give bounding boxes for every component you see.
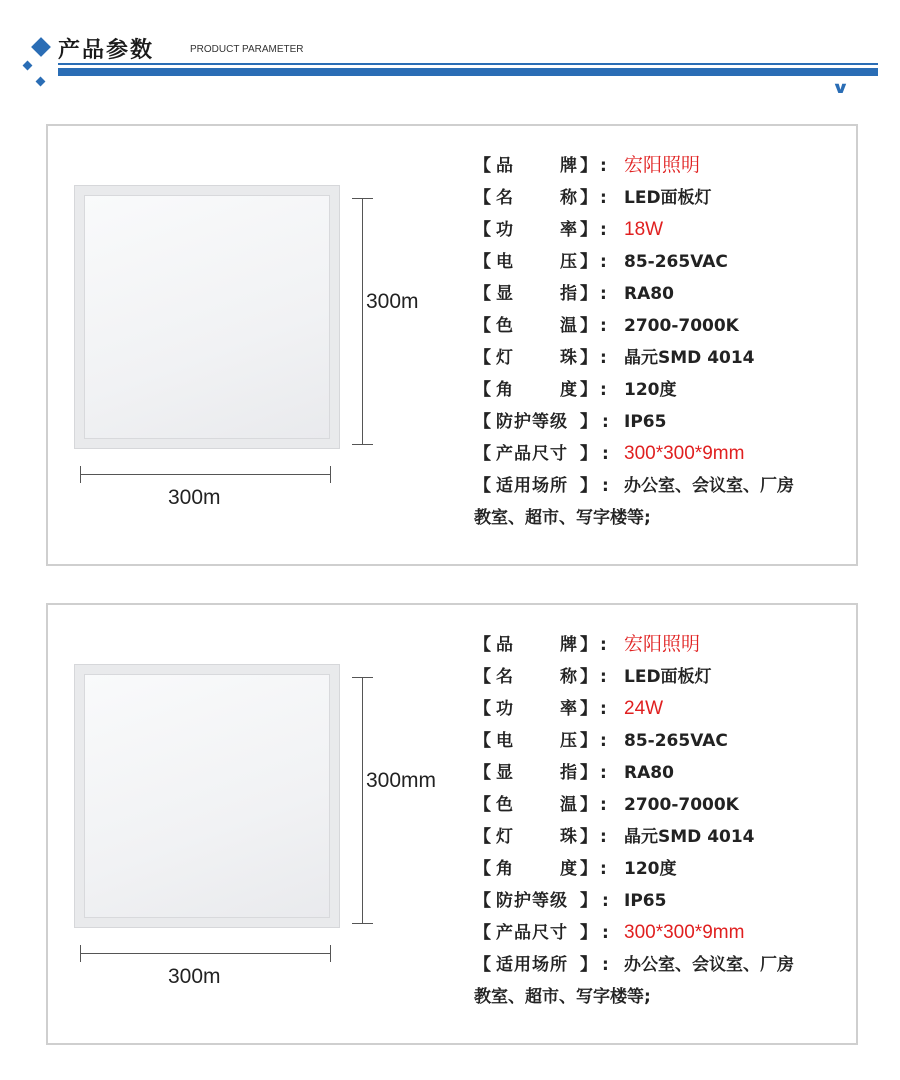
chevron-down-icon[interactable]: ∨ <box>831 78 850 97</box>
spec-value: 办公室、会议室、厂房 <box>624 476 794 496</box>
spec-cri: 【 显 指 】 : RA80 <box>474 757 854 789</box>
spec-value: 24W <box>624 698 664 719</box>
spec-usage-continued: 教室、超市、写字楼等; <box>474 508 651 528</box>
spec-value: 办公室、会议室、厂房 <box>624 955 794 975</box>
spec-angle: 【 角 度 】 : 120度 <box>474 374 854 406</box>
product-card-18w <box>46 124 858 566</box>
spec-value: 2700-7000K <box>624 795 739 815</box>
spec-value: 85-265VAC <box>624 252 728 272</box>
spec-value: 晶元SMD 4014 <box>624 348 755 368</box>
width-dimension-label: 300m <box>168 486 221 509</box>
spec-value: RA80 <box>624 763 674 783</box>
height-dimension-label: 300m <box>366 290 419 313</box>
spec-value: 晶元SMD 4014 <box>624 827 755 847</box>
height-dimension-label: 300mm <box>366 769 437 792</box>
spec-value: IP65 <box>624 412 667 432</box>
spec-ip: 【 防护等级 】 : IP65 <box>474 406 854 438</box>
spec-chip: 【 灯 珠 】 : 晶元SMD 4014 <box>474 821 854 853</box>
spec-usage-continued: 教室、超市、写字楼等; <box>474 987 651 1007</box>
spec-value: RA80 <box>624 284 674 304</box>
diamond-icon <box>36 77 46 87</box>
spec-list <box>474 150 854 534</box>
spec-usage: 【 适用场所 】 : 办公室、会议室、厂房 <box>474 470 854 502</box>
width-dimension-line <box>80 474 330 475</box>
spec-usage: 【 适用场所 】 : 办公室、会议室、厂房 <box>474 949 854 981</box>
spec-value: 85-265VAC <box>624 731 728 751</box>
spec-brand: 【 品 牌 】 : 宏阳照明 <box>474 150 854 182</box>
spec-value: 300*300*9mm <box>624 922 745 943</box>
header-rule-thin <box>58 63 878 65</box>
spec-value: 2700-7000K <box>624 316 739 336</box>
spec-value: LED面板灯 <box>624 667 712 687</box>
spec-size: 【 产品尺寸 】 : 300*300*9mm <box>474 438 854 470</box>
spec-value: 18W <box>624 219 664 240</box>
width-dimension-line <box>80 953 330 954</box>
spec-chip: 【 灯 珠 】 : 晶元SMD 4014 <box>474 342 854 374</box>
spec-power: 【 功 率 】 : 18W <box>474 214 854 246</box>
spec-list <box>474 629 854 1013</box>
spec-name: 【 名 称 】 : LED面板灯 <box>474 182 854 214</box>
section-subtitle: PRODUCT PARAMETER <box>190 44 304 55</box>
spec-value: 宏阳照明 <box>624 634 701 655</box>
spec-power: 【 功 率 】 : 24W <box>474 693 854 725</box>
panel-light-image <box>75 186 339 448</box>
spec-voltage: 【 电 压 】 : 85-265VAC <box>474 246 854 278</box>
spec-cct: 【 色 温 】 : 2700-7000K <box>474 310 854 342</box>
spec-name: 【 名 称 】 : LED面板灯 <box>474 661 854 693</box>
section-header <box>0 0 900 100</box>
header-rule-thick <box>58 68 878 76</box>
spec-value: 宏阳照明 <box>624 155 701 176</box>
spec-size: 【 产品尺寸 】 : 300*300*9mm <box>474 917 854 949</box>
diamond-icon <box>23 61 33 71</box>
spec-brand: 【 品 牌 】 : 宏阳照明 <box>474 629 854 661</box>
spec-value: LED面板灯 <box>624 188 712 208</box>
spec-value: 300*300*9mm <box>624 443 745 464</box>
spec-voltage: 【 电 压 】 : 85-265VAC <box>474 725 854 757</box>
panel-light-image <box>75 665 339 927</box>
section-title: 产品参数 <box>58 38 155 63</box>
height-dimension-line <box>362 198 363 444</box>
height-dimension-line <box>362 677 363 923</box>
product-card-24w <box>46 603 858 1045</box>
diamond-icon <box>31 37 51 57</box>
spec-cri: 【 显 指 】 : RA80 <box>474 278 854 310</box>
spec-cct: 【 色 温 】 : 2700-7000K <box>474 789 854 821</box>
spec-angle: 【 角 度 】 : 120度 <box>474 853 854 885</box>
spec-ip: 【 防护等级 】 : IP65 <box>474 885 854 917</box>
spec-value: 120度 <box>624 859 677 879</box>
width-dimension-label: 300m <box>168 965 221 988</box>
spec-value: IP65 <box>624 891 667 911</box>
spec-value: 120度 <box>624 380 677 400</box>
